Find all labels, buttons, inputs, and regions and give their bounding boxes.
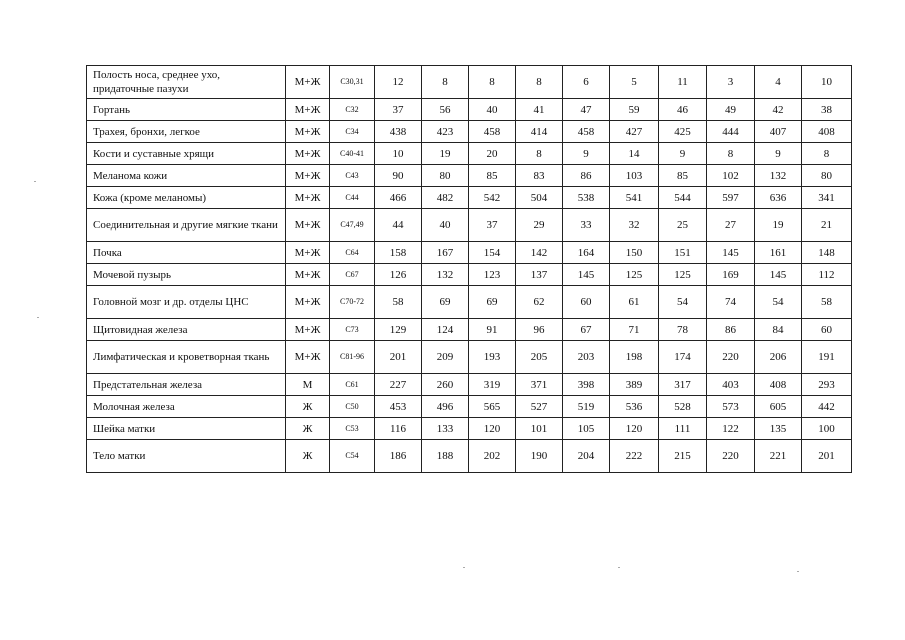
value-cell: 220 bbox=[707, 440, 755, 473]
value-cell: 132 bbox=[755, 165, 802, 187]
site-name-cell: Трахея, бронхи, легкое bbox=[87, 121, 286, 143]
value-cell: 389 bbox=[610, 374, 659, 396]
value-cell: 425 bbox=[659, 121, 707, 143]
icd-code-cell: С53 bbox=[330, 418, 375, 440]
scan-speck bbox=[37, 317, 39, 318]
value-cell: 204 bbox=[563, 440, 610, 473]
sex-cell: Ж bbox=[286, 396, 330, 418]
table-row bbox=[87, 99, 852, 121]
value-cell: 71 bbox=[610, 319, 659, 341]
value-cell: 536 bbox=[610, 396, 659, 418]
sex-cell: М+Ж bbox=[286, 143, 330, 165]
value-cell: 96 bbox=[516, 319, 563, 341]
site-name-cell: Почка bbox=[87, 242, 286, 264]
value-cell: 103 bbox=[610, 165, 659, 187]
value-cell: 67 bbox=[563, 319, 610, 341]
value-cell: 25 bbox=[659, 209, 707, 242]
value-cell: 126 bbox=[375, 264, 422, 286]
site-name-cell: Меланома кожи bbox=[87, 165, 286, 187]
value-cell: 193 bbox=[469, 341, 516, 374]
value-cell: 90 bbox=[375, 165, 422, 187]
value-cell: 135 bbox=[755, 418, 802, 440]
value-cell: 3 bbox=[707, 66, 755, 99]
value-cell: 150 bbox=[610, 242, 659, 264]
value-cell: 6 bbox=[563, 66, 610, 99]
site-name-cell: Щитовидная железа bbox=[87, 319, 286, 341]
sex-cell: М+Ж bbox=[286, 264, 330, 286]
value-cell: 198 bbox=[610, 341, 659, 374]
value-cell: 9 bbox=[755, 143, 802, 165]
value-cell: 9 bbox=[659, 143, 707, 165]
icd-code-cell: С64 bbox=[330, 242, 375, 264]
value-cell: 8 bbox=[422, 66, 469, 99]
value-cell: 206 bbox=[755, 341, 802, 374]
value-cell: 123 bbox=[469, 264, 516, 286]
value-cell: 101 bbox=[516, 418, 563, 440]
value-cell: 37 bbox=[375, 99, 422, 121]
table-row bbox=[87, 418, 852, 440]
value-cell: 83 bbox=[516, 165, 563, 187]
value-cell: 10 bbox=[375, 143, 422, 165]
value-cell: 403 bbox=[707, 374, 755, 396]
value-cell: 14 bbox=[610, 143, 659, 165]
value-cell: 32 bbox=[610, 209, 659, 242]
value-cell: 8 bbox=[802, 143, 852, 165]
value-cell: 56 bbox=[422, 99, 469, 121]
value-cell: 151 bbox=[659, 242, 707, 264]
value-cell: 519 bbox=[563, 396, 610, 418]
sex-cell: М+Ж bbox=[286, 341, 330, 374]
sex-cell: М+Ж bbox=[286, 187, 330, 209]
icd-code-cell: С44 bbox=[330, 187, 375, 209]
sex-cell: М+Ж bbox=[286, 121, 330, 143]
value-cell: 341 bbox=[802, 187, 852, 209]
value-cell: 227 bbox=[375, 374, 422, 396]
sex-cell: Ж bbox=[286, 418, 330, 440]
sex-cell: М+Ж bbox=[286, 66, 330, 99]
icd-code-cell: С32 bbox=[330, 99, 375, 121]
value-cell: 528 bbox=[659, 396, 707, 418]
value-cell: 220 bbox=[707, 341, 755, 374]
value-cell: 120 bbox=[610, 418, 659, 440]
value-cell: 42 bbox=[755, 99, 802, 121]
icd-code-cell: С70-72 bbox=[330, 286, 375, 319]
value-cell: 541 bbox=[610, 187, 659, 209]
sex-cell: М+Ж bbox=[286, 286, 330, 319]
table-row bbox=[87, 209, 852, 242]
value-cell: 605 bbox=[755, 396, 802, 418]
value-cell: 54 bbox=[755, 286, 802, 319]
value-cell: 191 bbox=[802, 341, 852, 374]
value-cell: 20 bbox=[469, 143, 516, 165]
value-cell: 442 bbox=[802, 396, 852, 418]
value-cell: 427 bbox=[610, 121, 659, 143]
value-cell: 61 bbox=[610, 286, 659, 319]
value-cell: 319 bbox=[469, 374, 516, 396]
value-cell: 69 bbox=[469, 286, 516, 319]
icd-code-cell: С40-41 bbox=[330, 143, 375, 165]
value-cell: 542 bbox=[469, 187, 516, 209]
value-cell: 453 bbox=[375, 396, 422, 418]
value-cell: 37 bbox=[469, 209, 516, 242]
value-cell: 164 bbox=[563, 242, 610, 264]
site-name-cell: Мочевой пузырь bbox=[87, 264, 286, 286]
site-name-cell: Гортань bbox=[87, 99, 286, 121]
scan-speck bbox=[34, 181, 36, 182]
icd-code-cell: С34 bbox=[330, 121, 375, 143]
value-cell: 190 bbox=[516, 440, 563, 473]
value-cell: 120 bbox=[469, 418, 516, 440]
sex-cell: М+Ж bbox=[286, 165, 330, 187]
value-cell: 85 bbox=[469, 165, 516, 187]
value-cell: 188 bbox=[422, 440, 469, 473]
value-cell: 408 bbox=[802, 121, 852, 143]
value-cell: 538 bbox=[563, 187, 610, 209]
table-row bbox=[87, 319, 852, 341]
icd-code-cell: С81-96 bbox=[330, 341, 375, 374]
value-cell: 201 bbox=[802, 440, 852, 473]
value-cell: 636 bbox=[755, 187, 802, 209]
value-cell: 44 bbox=[375, 209, 422, 242]
value-cell: 458 bbox=[469, 121, 516, 143]
value-cell: 444 bbox=[707, 121, 755, 143]
value-cell: 504 bbox=[516, 187, 563, 209]
sex-cell: Ж bbox=[286, 440, 330, 473]
value-cell: 205 bbox=[516, 341, 563, 374]
site-name-cell: Шейка матки bbox=[87, 418, 286, 440]
value-cell: 60 bbox=[802, 319, 852, 341]
value-cell: 21 bbox=[802, 209, 852, 242]
value-cell: 408 bbox=[755, 374, 802, 396]
value-cell: 186 bbox=[375, 440, 422, 473]
table-body bbox=[87, 66, 852, 473]
value-cell: 85 bbox=[659, 165, 707, 187]
value-cell: 154 bbox=[469, 242, 516, 264]
sex-cell: М+Ж bbox=[286, 242, 330, 264]
value-cell: 597 bbox=[707, 187, 755, 209]
value-cell: 111 bbox=[659, 418, 707, 440]
value-cell: 19 bbox=[755, 209, 802, 242]
value-cell: 496 bbox=[422, 396, 469, 418]
value-cell: 145 bbox=[707, 242, 755, 264]
value-cell: 438 bbox=[375, 121, 422, 143]
value-cell: 8 bbox=[516, 66, 563, 99]
value-cell: 125 bbox=[659, 264, 707, 286]
value-cell: 215 bbox=[659, 440, 707, 473]
value-cell: 148 bbox=[802, 242, 852, 264]
value-cell: 222 bbox=[610, 440, 659, 473]
value-cell: 133 bbox=[422, 418, 469, 440]
value-cell: 4 bbox=[755, 66, 802, 99]
value-cell: 100 bbox=[802, 418, 852, 440]
value-cell: 145 bbox=[563, 264, 610, 286]
value-cell: 122 bbox=[707, 418, 755, 440]
value-cell: 145 bbox=[755, 264, 802, 286]
value-cell: 49 bbox=[707, 99, 755, 121]
value-cell: 80 bbox=[802, 165, 852, 187]
value-cell: 10 bbox=[802, 66, 852, 99]
value-cell: 112 bbox=[802, 264, 852, 286]
value-cell: 527 bbox=[516, 396, 563, 418]
value-cell: 105 bbox=[563, 418, 610, 440]
value-cell: 565 bbox=[469, 396, 516, 418]
value-cell: 78 bbox=[659, 319, 707, 341]
value-cell: 221 bbox=[755, 440, 802, 473]
value-cell: 317 bbox=[659, 374, 707, 396]
table-row bbox=[87, 286, 852, 319]
table-row bbox=[87, 374, 852, 396]
value-cell: 167 bbox=[422, 242, 469, 264]
value-cell: 174 bbox=[659, 341, 707, 374]
value-cell: 544 bbox=[659, 187, 707, 209]
site-name-cell: Соединительная и другие мягкие ткани bbox=[87, 209, 286, 242]
incidence-table bbox=[86, 65, 852, 473]
value-cell: 38 bbox=[802, 99, 852, 121]
scan-speck bbox=[618, 567, 620, 568]
value-cell: 169 bbox=[707, 264, 755, 286]
site-name-cell: Лимфатическая и кроветворная ткань bbox=[87, 341, 286, 374]
value-cell: 9 bbox=[563, 143, 610, 165]
value-cell: 132 bbox=[422, 264, 469, 286]
table-row bbox=[87, 440, 852, 473]
value-cell: 5 bbox=[610, 66, 659, 99]
table-row bbox=[87, 187, 852, 209]
value-cell: 125 bbox=[610, 264, 659, 286]
site-name-cell: Кожа (кроме меланомы) bbox=[87, 187, 286, 209]
value-cell: 29 bbox=[516, 209, 563, 242]
value-cell: 58 bbox=[802, 286, 852, 319]
value-cell: 33 bbox=[563, 209, 610, 242]
value-cell: 423 bbox=[422, 121, 469, 143]
value-cell: 414 bbox=[516, 121, 563, 143]
value-cell: 62 bbox=[516, 286, 563, 319]
value-cell: 458 bbox=[563, 121, 610, 143]
sex-cell: М+Ж bbox=[286, 99, 330, 121]
site-name-cell: Головной мозг и др. отделы ЦНС bbox=[87, 286, 286, 319]
value-cell: 260 bbox=[422, 374, 469, 396]
site-name-cell: Кости и суставные хрящи bbox=[87, 143, 286, 165]
value-cell: 129 bbox=[375, 319, 422, 341]
value-cell: 161 bbox=[755, 242, 802, 264]
icd-code-cell: С54 bbox=[330, 440, 375, 473]
value-cell: 41 bbox=[516, 99, 563, 121]
value-cell: 209 bbox=[422, 341, 469, 374]
value-cell: 293 bbox=[802, 374, 852, 396]
table-row bbox=[87, 66, 852, 99]
sex-cell: М bbox=[286, 374, 330, 396]
table-row bbox=[87, 242, 852, 264]
value-cell: 573 bbox=[707, 396, 755, 418]
table-row bbox=[87, 341, 852, 374]
value-cell: 46 bbox=[659, 99, 707, 121]
sex-cell: М+Ж bbox=[286, 209, 330, 242]
value-cell: 84 bbox=[755, 319, 802, 341]
value-cell: 202 bbox=[469, 440, 516, 473]
value-cell: 158 bbox=[375, 242, 422, 264]
value-cell: 69 bbox=[422, 286, 469, 319]
value-cell: 59 bbox=[610, 99, 659, 121]
value-cell: 371 bbox=[516, 374, 563, 396]
icd-code-cell: С73 bbox=[330, 319, 375, 341]
icd-code-cell: С43 bbox=[330, 165, 375, 187]
value-cell: 11 bbox=[659, 66, 707, 99]
value-cell: 40 bbox=[469, 99, 516, 121]
value-cell: 12 bbox=[375, 66, 422, 99]
value-cell: 8 bbox=[707, 143, 755, 165]
scan-speck bbox=[463, 567, 465, 568]
value-cell: 47 bbox=[563, 99, 610, 121]
site-name-cell: Предстательная железа bbox=[87, 374, 286, 396]
value-cell: 58 bbox=[375, 286, 422, 319]
value-cell: 91 bbox=[469, 319, 516, 341]
icd-code-cell: С47,49 bbox=[330, 209, 375, 242]
value-cell: 27 bbox=[707, 209, 755, 242]
value-cell: 142 bbox=[516, 242, 563, 264]
value-cell: 482 bbox=[422, 187, 469, 209]
table-row bbox=[87, 165, 852, 187]
site-name-cell: Молочная железа bbox=[87, 396, 286, 418]
value-cell: 80 bbox=[422, 165, 469, 187]
table-row bbox=[87, 143, 852, 165]
table-row bbox=[87, 396, 852, 418]
value-cell: 60 bbox=[563, 286, 610, 319]
sex-cell: М+Ж bbox=[286, 319, 330, 341]
value-cell: 102 bbox=[707, 165, 755, 187]
value-cell: 116 bbox=[375, 418, 422, 440]
icd-code-cell: С67 bbox=[330, 264, 375, 286]
table-row bbox=[87, 121, 852, 143]
value-cell: 74 bbox=[707, 286, 755, 319]
value-cell: 8 bbox=[469, 66, 516, 99]
icd-code-cell: С61 bbox=[330, 374, 375, 396]
value-cell: 398 bbox=[563, 374, 610, 396]
value-cell: 8 bbox=[516, 143, 563, 165]
value-cell: 19 bbox=[422, 143, 469, 165]
site-name-cell: Тело матки bbox=[87, 440, 286, 473]
site-name-cell: Полость носа, среднее ухо, придаточные пазухи bbox=[87, 66, 286, 99]
value-cell: 86 bbox=[563, 165, 610, 187]
value-cell: 54 bbox=[659, 286, 707, 319]
value-cell: 40 bbox=[422, 209, 469, 242]
value-cell: 124 bbox=[422, 319, 469, 341]
value-cell: 137 bbox=[516, 264, 563, 286]
scan-speck bbox=[797, 571, 799, 572]
value-cell: 201 bbox=[375, 341, 422, 374]
value-cell: 86 bbox=[707, 319, 755, 341]
value-cell: 203 bbox=[563, 341, 610, 374]
value-cell: 407 bbox=[755, 121, 802, 143]
value-cell: 466 bbox=[375, 187, 422, 209]
icd-code-cell: С30,31 bbox=[330, 66, 375, 99]
icd-code-cell: С50 bbox=[330, 396, 375, 418]
table-row bbox=[87, 264, 852, 286]
